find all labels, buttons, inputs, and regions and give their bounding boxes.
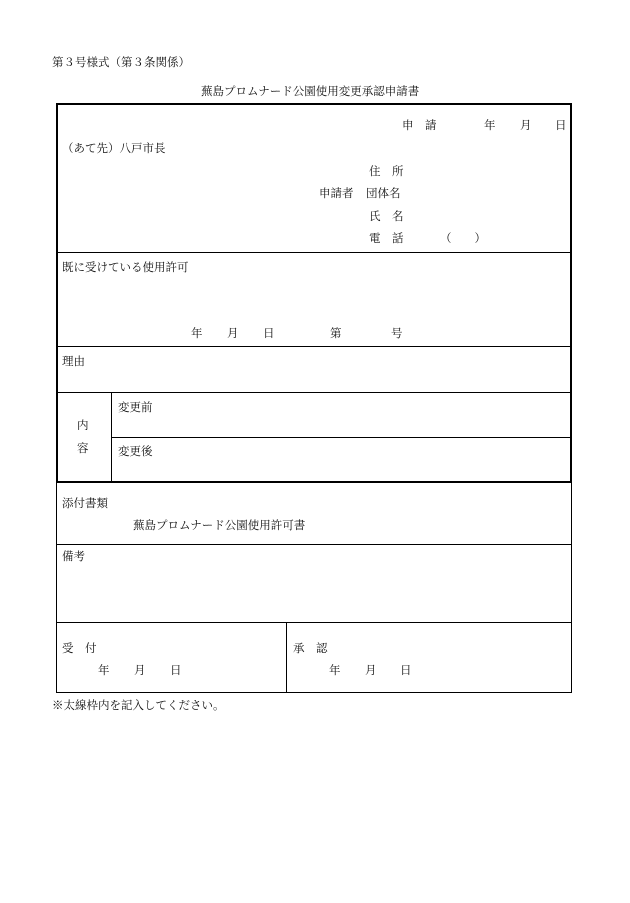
divider (57, 346, 571, 347)
date-day-label: 日 (555, 118, 567, 132)
phone-label: 電 話 (369, 231, 404, 245)
divider (56, 544, 572, 545)
name-label: 氏 名 (369, 209, 404, 223)
permit-number-suffix: 号 (391, 326, 403, 340)
application-label: 申 請 (402, 118, 437, 132)
approval-day-label: 日 (400, 663, 412, 677)
date-year-label: 年 (484, 118, 496, 132)
org-label: 団体名 (366, 186, 401, 200)
approval-label: 承 認 (293, 641, 328, 655)
date-month-label: 月 (520, 118, 532, 132)
reception-month-label: 月 (134, 663, 146, 677)
divider (111, 437, 571, 438)
divider (56, 622, 572, 623)
divider (111, 393, 112, 481)
applicant-label: 申請者 (319, 186, 354, 200)
form-title: 蕪島プロムナード公園使用変更承認申請書 (201, 84, 420, 98)
applicant-frame (56, 103, 572, 483)
divider (57, 252, 571, 253)
approval-year-label: 年 (329, 663, 341, 677)
reason-label: 理由 (62, 354, 85, 368)
permit-day-label: 日 (263, 326, 275, 340)
reception-year-label: 年 (98, 663, 110, 677)
attachment-item: 蕪島プロムナード公園使用許可書 (133, 518, 306, 532)
permit-year-label: 年 (191, 326, 203, 340)
divider (57, 392, 571, 393)
footnote: ※太線枠内を記入してください。 (52, 698, 225, 712)
permit-number-prefix: 第 (330, 326, 342, 340)
addressee: （あて先）八戸市長 (62, 141, 166, 155)
reception-label: 受 付 (62, 641, 97, 655)
after-change-label: 変更後 (118, 444, 153, 458)
remarks-label: 備考 (62, 549, 85, 563)
attachments-label: 添付書類 (62, 496, 108, 510)
reception-day-label: 日 (170, 663, 182, 677)
before-change-label: 変更前 (118, 400, 153, 414)
office-frame (56, 482, 572, 693)
existing-permit-label: 既に受けている使用許可 (62, 260, 189, 274)
form-number: 第３号様式（第３条関係） (52, 55, 190, 69)
divider (286, 622, 287, 692)
permit-month-label: 月 (227, 326, 239, 340)
content-label-1: 内 (77, 418, 89, 432)
phone-paren: （ ） (440, 231, 486, 245)
address-label: 住 所 (369, 164, 404, 178)
content-label-2: 容 (77, 441, 89, 455)
approval-month-label: 月 (365, 663, 377, 677)
